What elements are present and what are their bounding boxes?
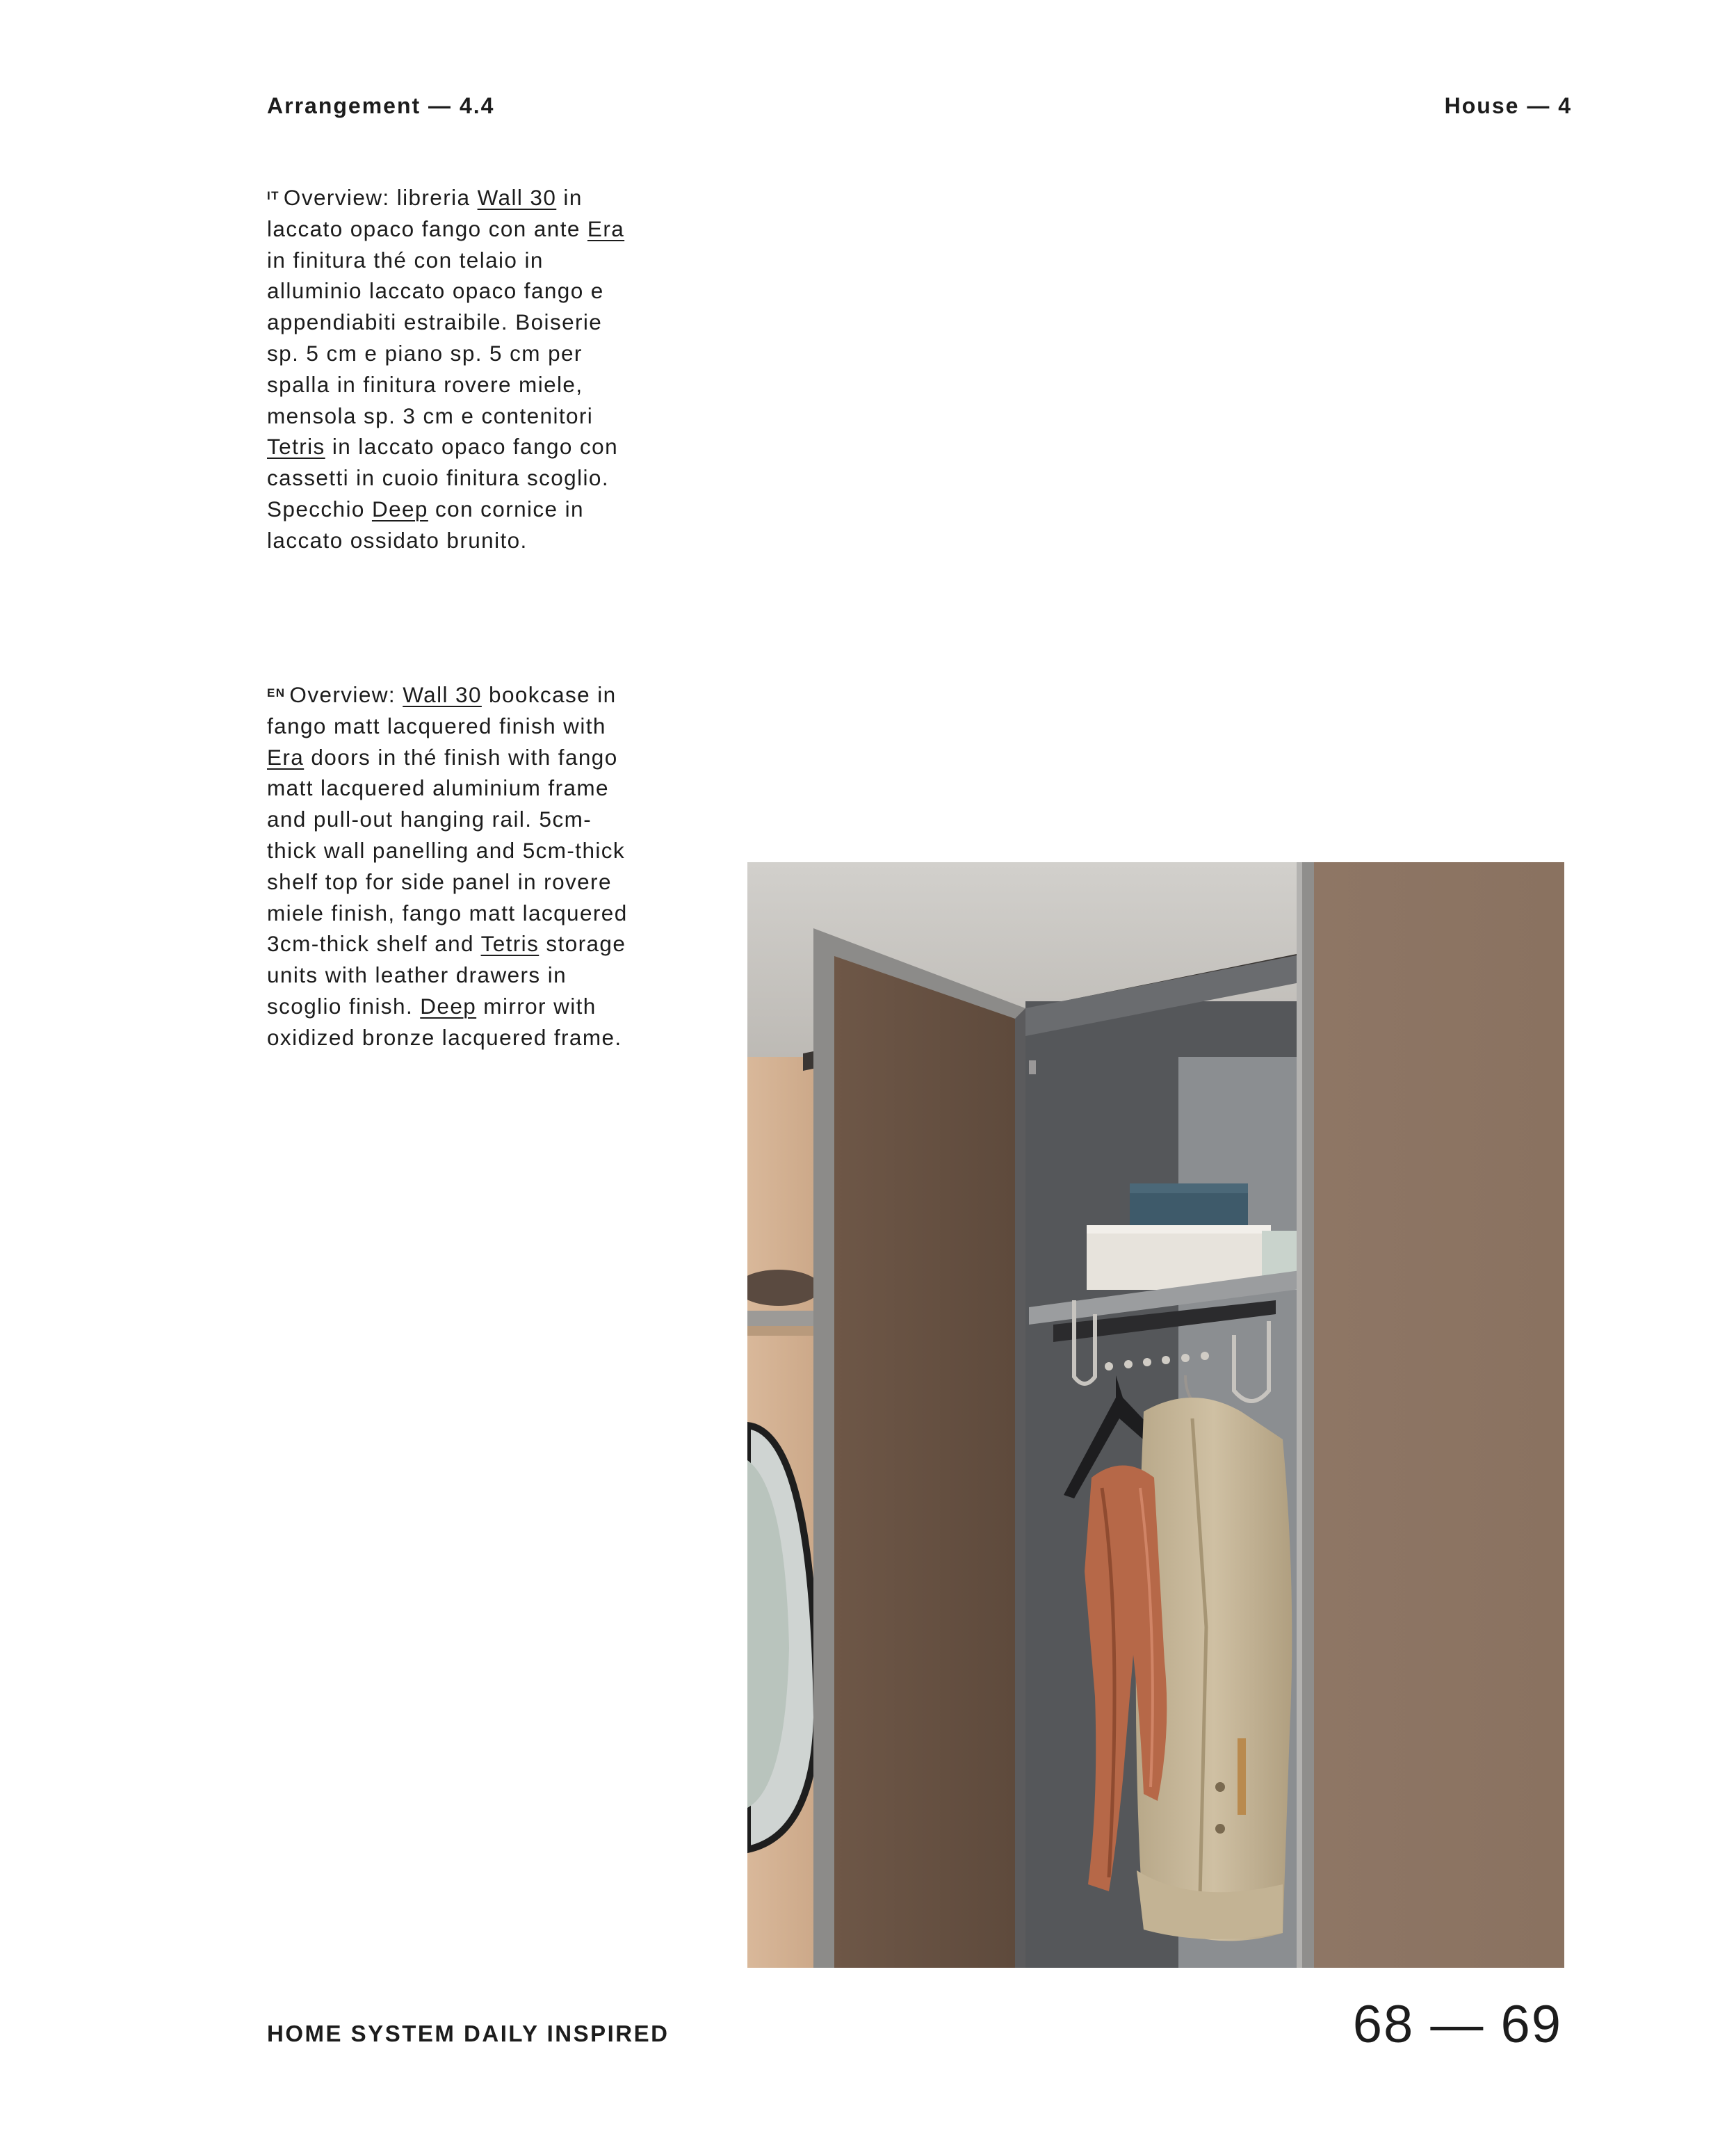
product-link-era[interactable]: Era [267,744,305,770]
text-segment: storage units with leather drawers in scoglio finish. [267,931,626,1019]
product-link-tetris[interactable]: Tetris [480,931,540,957]
page-numbers: 68 — 69 [1352,1995,1562,2054]
text-segment: mirror with oxidized bronze lacquered frame. [267,993,622,1050]
right-door-panel [1314,862,1564,1968]
brand-footer: HOME SYSTEM DAILY INSPIRED [267,2021,670,2046]
product-link-deep[interactable]: Deep [420,993,477,1019]
description-english [267,679,628,1053]
wall-shelf [747,1311,817,1326]
description-italian [267,182,628,556]
product-link-deep[interactable]: Deep [371,496,428,521]
language-tag-en: EN [267,686,286,699]
text-segment: Overview: [289,682,403,707]
product-link-era[interactable]: Era [587,216,625,241]
text-segment: in finitura thé con telaio in alluminio laccato opaco fango e appendiabiti estraibile. Boiserie sp. 5 cm e piano sp. 5 cm per spalla in finitura rovere miele, mensola sp. 3 cm e contenitori [267,247,604,428]
language-tag-it: IT [267,189,279,202]
product-link-tetris[interactable]: Tetris [267,434,325,460]
text-segment: con cornice in laccato ossidato brunito. [267,496,584,553]
wardrobe-photo [747,862,1564,1968]
product-link-wall-30[interactable]: Wall 30 [477,185,557,210]
text-segment: in laccato opaco fango con ante [267,185,587,241]
text-segment: doors in thé finish with fango matt lacquered aluminium frame and pull-out hanging rail. 5cm-thick wall panelling and 5cm-thick shelf top for side panel in rovere miele finish, fango matt lacquered 3cm-thick shelf and [267,744,628,957]
text-segment: bookcase in fango matt lacquered finish with [267,682,617,738]
product-link-wall-30[interactable]: Wall 30 [403,682,482,707]
text-segment: in laccato opaco fango con cassetti in cuoio finitura scoglio. Specchio [267,434,618,521]
door-hinge [1029,1060,1036,1074]
chapter-label: House — 4 [1444,93,1572,118]
section-label: Arrangement — 4.4 [267,93,495,118]
left-door-panel [834,956,1015,1968]
text-segment: Overview: libreria [283,185,478,210]
shelf-shadow [747,1326,817,1336]
